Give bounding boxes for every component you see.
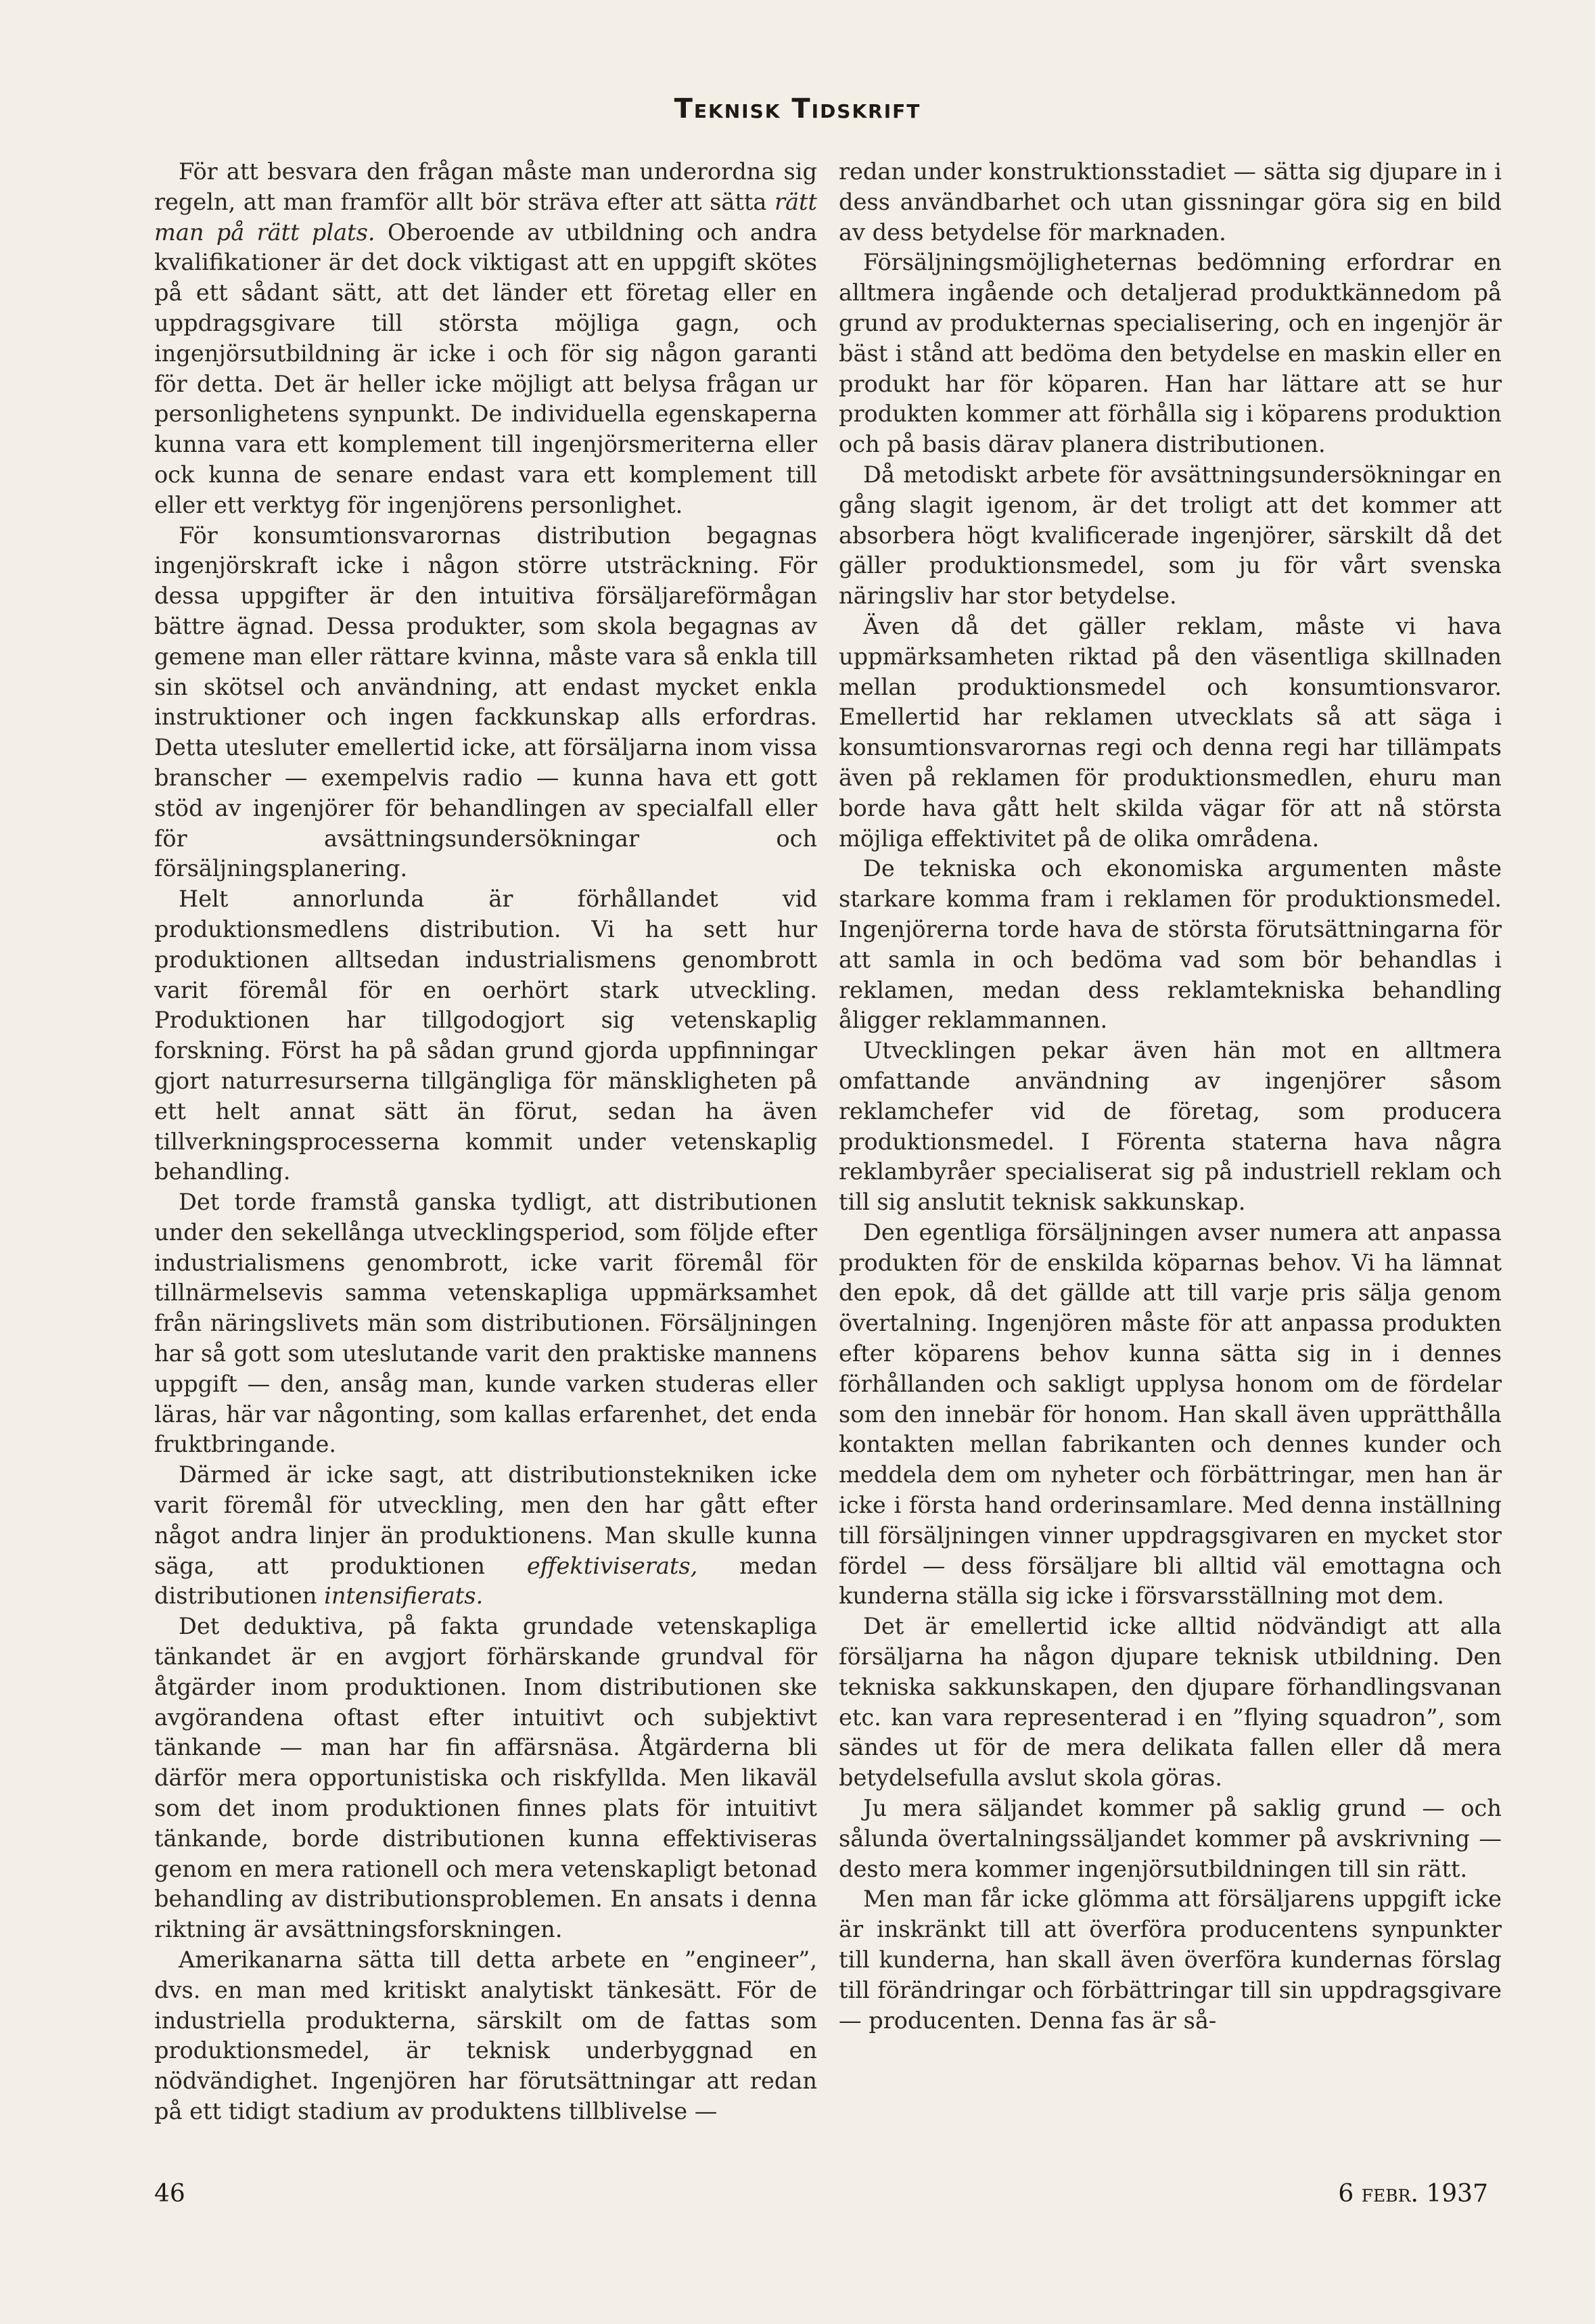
paragraph: [839, 854, 1502, 1036]
paragraph: [839, 1036, 1502, 1218]
paragraph-text: Försäljningsmöjligheternas bedömning erfordrar en alltmera ingående och detaljerad produktkännedom på grund av produkternas specialisering, och en ingenjör är bäst i stånd att bedöma den betydelse en maskin eller en produkt har för köparen. Han har lättare att se hur produkten kommer att förhålla sig i köparens produktion och på basis därav planera distributionen.: [839, 249, 1502, 458]
paragraph-text: Helt annorlunda är förhållandet vid produktionsmedlens distribution. Vi ha sett hur produktionen alltsedan industrialismens genombrott varit föremål för en oerhört stark utveckling. Produktionen har tillgodogjort sig vetenskaplig forskning. Först ha på sådan grund gjorda uppfinningar gjort naturresurserna tillgängliga för mänskligheten på ett helt annat sätt än förut, sedan ha även tillverkningsprocesserna kommit under vetenskaplig behandling.: [154, 886, 817, 1185]
paragraph: [839, 1612, 1502, 1794]
paragraph: [154, 521, 817, 885]
paragraph-text: Oberoende av utbildning och andra kvalifikationer är det dock viktigast att en uppgift skötes på ett sådant sätt, att det länder ett företag eller en uppdragsgivare till största möjliga gagn, och ingenjörsutbildning är icke i och för sig någon garanti för detta. Det är heller icke möjligt att belysa frågan ur personlighetens synpunkt. De individuella egenskaperna kunna vara ett komplement till ingenjörsmeriterna eller ock kunna de senare endast vara ett komplement till eller ett verktyg för ingenjörens personlighet.: [154, 219, 817, 518]
paragraph-text: redan under konstruktionsstadiet — sätta sig djupare in i dess användbarhet och utan gissningar göra sig en bild av dess betydelse för marknaden.: [839, 158, 1502, 246]
emphasis-text: rätt man på rätt plats.: [154, 188, 817, 246]
paragraph-text: För att besvara den frågan måste man underordna sig regeln, att man framför allt bör sträva efter att sätta: [154, 158, 817, 215]
paragraph: [839, 1218, 1502, 1612]
paragraph-text: Då metodiskt arbete för avsättningsundersökningar en gång slagit igenom, är det troligt att det kommer att absorbera högt kvalificerade ingenjörer, särskilt då det gäller produktionsmedel, som ju för vårt svenska näringsliv har stor betydelse.: [839, 461, 1502, 610]
paragraph: [839, 1884, 1502, 2036]
paragraph: [154, 1945, 817, 2127]
paragraph-text: Det deduktiva, på fakta grundade vetenskapliga tänkandet är en avgjort förhärskande grundval för åtgärder inom produktionen. Inom distributionen ske avgörandena oftast efter intuitivt och subjektivt tänkande — man har fin affärsnäsa. Åtgärderna bli därför mera opportunistiska och riskfyllda. Men likaväl som det inom produktionen finnes plats för intuitivt tänkande, borde distributionen kunna effektiviseras genom en mera rationell och mera vetenskapligt betonad behandling av distributionsproblemen. En ansats i denna riktning är avsättningsforskningen.: [154, 1613, 817, 1943]
emphasis-text: intensifierats.: [324, 1582, 484, 1610]
left-column: [154, 157, 817, 2127]
paragraph: [154, 884, 817, 1187]
paragraph-text: Ju mera säljandet kommer på saklig grund — och sålunda övertalningssäljandet kommer på avskrivning — desto mera kommer ingenjörsutbildningen till sin rätt.: [839, 1795, 1502, 1882]
paragraph: [839, 1794, 1502, 1884]
paragraph-text: Det är emellertid icke alltid nödvändigt att alla försäljarna ha någon djupare teknisk utbildning. Den tekniska sakkunskapen, den djupare förhandlingsvanan etc. kan vara representerad i en ”flying squadron”, som sändes ut för de mera delikata fallen eller då mera betydelsefulla avslut skola göras.: [839, 1613, 1502, 1792]
paragraph: [154, 157, 817, 521]
paragraph: [839, 612, 1502, 854]
issue-date: [1338, 2180, 1488, 2208]
paragraph-text: Utvecklingen pekar även hän mot en alltmera omfattande användning av ingenjörer såsom reklamchefer vid de företag, som producera produktionsmedel. I Förenta staterna hava några reklambyråer specialiserat sig på industriell reklam och till sig anslutit teknisk sakkunskap.: [839, 1037, 1502, 1216]
paragraph: [839, 248, 1502, 460]
paragraph: [154, 1187, 817, 1460]
paragraph-text: Men man får icke glömma att försäljarens uppgift icke är inskränkt till att överföra producentens synpunkter till kunderna, han skall även överföra kundernas förslag till förändringar och förbättringar till sin uppdragsgivare — producenten. Denna fas är så-: [839, 1886, 1502, 2034]
paragraph-continued: [839, 157, 1502, 248]
issue-date-text: 6 febr. 1937: [1338, 2180, 1488, 2208]
journal-title: Teknisk Tidskrift: [674, 93, 921, 124]
paragraph-text: medan distributionen: [154, 1552, 818, 1610]
emphasis-text: effektiviserats,: [526, 1552, 698, 1579]
paragraph-text: Den egentliga försäljningen avser numera att anpassa produkten för de enskilda köparnas behov. Vi ha lämnat den epok, då det gällde att till varje pris sälja genom övertalning. Ingenjören måste för att anpassa produkten efter köparens behov kunna sätta sig in i dennes förhållanden och sakligt upplysa honom om de fördelar som den innebär för honom. Han skall även upprätthålla kontakten mellan fabrikanten och dennes kunder och meddela dem om nyheter och förbättringar, men han är icke i första hand orderinsamlare. Med denna inställning till försäljningen vinner uppdragsgivaren en mycket stor fördel — dess försäljare bli alltid väl emottagna och kunderna ställa sig icke i försvarsställning mot dem.: [839, 1218, 1502, 1610]
paragraph-text: Amerikanarna sätta till detta arbete en ”engineer”, dvs. en man med kritiskt analytiskt tänkesätt. För de industriella produkterna, särskilt om de fattas som produktionsmedel, är teknisk underbyggnad en nödvändighet. Ingenjören har förutsättningar att redan på ett tidigt stadium av produktens tillblivelse —: [154, 1946, 817, 2124]
journal-header: [0, 93, 1595, 124]
paragraph-text: Det torde framstå ganska tydligt, att distributionen under den sekellånga utvecklingsperiod, som följde efter industrialismens genombrott, icke varit föremål för tillnärmelsevis samma vetenskapliga uppmärksamhet från näringslivets män som distributionen. Försäljningen har så gott som uteslutande varit den praktiske mannens uppgift — den, ansåg man, kunde varken studeras eller läras, här var någonting, som kallas erfarenhet, det enda fruktbringande.: [154, 1189, 817, 1458]
paragraph: [154, 1612, 817, 1945]
paragraph: [154, 1460, 817, 1612]
paragraph-text: De tekniska och ekonomiska argumenten måste starkare komma fram i reklamen för produktionsmedel. Ingenjörerna torde hava de största förutsättningarna för att samla in och bedöma vad som bör behandlas i reklamen, medan dess reklamtekniska behandling åligger reklammannen.: [839, 855, 1502, 1034]
paragraph-text: Därmed är icke sagt, att distributionstekniken icke varit föremål för utveckling, men den har gått efter något andra linjer än produktionens. Man skulle kunna säga, att produktionen: [154, 1461, 817, 1579]
page-number: 46: [154, 2180, 185, 2208]
paragraph-text: För konsumtionsvarornas distribution begagnas ingenjörskraft icke i någon större utsträckning. För dessa uppgifter är den intuitiva försäljareförmågan bättre ägnad. Dessa produkter, som skola begagnas av gemene man eller rättare kvinna, måste vara så enkla till sin skötsel och användning, att endast mycket enkla instruktioner och ingen fackkunskap alls erfordras. Detta utesluter emellertid icke, att försäljarna inom vissa branscher — exempelvis radio — kunna hava ett gott stöd av ingenjörer för behandlingen av specialfall eller för avsättningsundersökningar och försäljningsplanering.: [154, 522, 817, 882]
paragraph: [839, 460, 1502, 612]
right-column: [839, 157, 1502, 2036]
paragraph-text: Även då det gäller reklam, måste vi hava uppmärksamheten riktad på den väsentliga skillnaden mellan produktionsmedel och konsumtionsvaror. Emellertid har reklamen utvecklats så att säga i konsumtionsvarornas regi och denna regi har tillämpats även på reklamen för produktionsmedlen, ehuru man borde hava gått helt skilda vägar för att nå största möjliga effektivitet på de olika områdena.: [839, 612, 1502, 852]
